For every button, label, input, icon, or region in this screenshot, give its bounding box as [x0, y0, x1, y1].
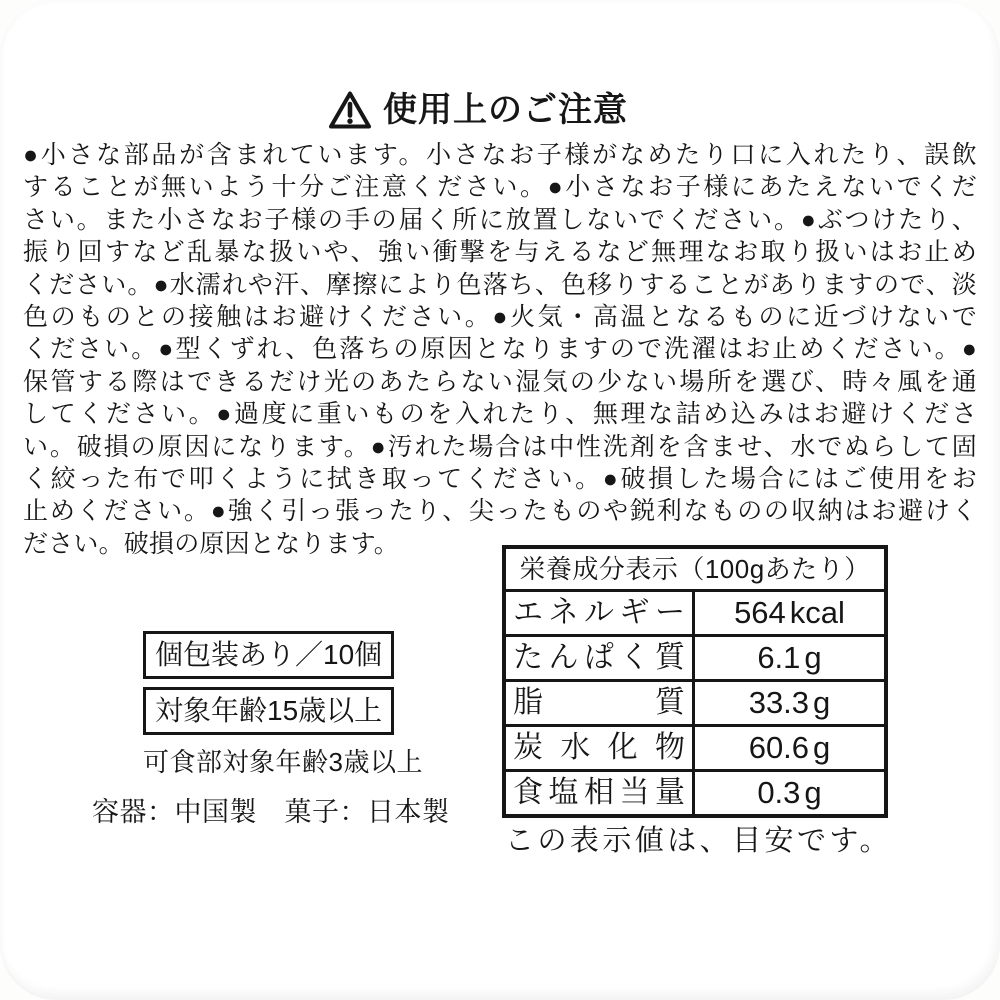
precaution-line: 保管する際はできるだけ光のあたらない湿気の少ない場所を選び、時々風を通: [23, 367, 977, 396]
nutrition-unit: g: [813, 730, 831, 765]
precaution-line: ●小さな部品が含まれています。小さなお子様がなめたり口に入れたり、誤飲: [23, 141, 977, 169]
nutrition-table-header: 栄養成分表示（100gあたり）: [506, 549, 884, 592]
packaging-count-label: 個包装あり／10個: [155, 639, 383, 670]
precaution-line: く絞った布で叩くように拭き取ってください。●破損した場合にはご使用をお: [23, 465, 977, 494]
nutrition-row-energy: [506, 592, 884, 637]
precaution-line: 振り回すなど乱暴な扱いや、強い衝撃を与えるなど無理なお取り扱いはお止め: [23, 238, 977, 267]
nutrition-row-carbohydrate: [506, 727, 884, 772]
page-title: 使用上のご注意: [383, 91, 628, 129]
nutrition-value: [695, 592, 884, 634]
target-age-box: [143, 687, 394, 735]
nutrition-footnote: この表示値は、目安です。: [505, 825, 889, 857]
precaution-line: ください。●水濡れや汗、摩擦により色落ち、色移りすることがありますので、淡: [23, 270, 977, 299]
nutrition-amount: 564: [734, 595, 786, 630]
precaution-line: さい。また小さなお子様の手の届く所に放置しないでください。●ぶつけたり、: [23, 205, 977, 234]
precautions-text: [23, 139, 977, 560]
nutrition-amount: 0.3: [757, 775, 801, 810]
warning-triangle-icon: [328, 90, 372, 130]
page-header: [0, 86, 978, 134]
nutrition-value: [695, 637, 884, 679]
nutrition-label: 炭水化物: [506, 727, 695, 769]
nutrition-unit: g: [804, 640, 822, 675]
nutrition-label: エネルギー: [506, 592, 695, 634]
precaution-line: 止めください。●強く引っ張ったり、尖ったものや鋭利なものの収納はお避けく: [23, 497, 977, 526]
nutrition-label: たんぱく質: [506, 637, 695, 679]
nutrition-label: 食塩相当量: [506, 772, 695, 814]
nutrition-value: [695, 682, 884, 724]
nutrition-value: [695, 727, 884, 769]
nutrition-amount: 33.3: [748, 685, 810, 720]
target-age-label: 対象年齢15歳以上: [155, 695, 383, 726]
nutrition-amount: 6.1: [757, 640, 801, 675]
nutrition-row-protein: [506, 637, 884, 682]
precaution-line: してください。●過度に重いものを入れたり、無理な詰め込みはお避けくださ: [23, 400, 977, 429]
nutrition-unit: g: [804, 775, 822, 810]
precaution-line: ください。●型くずれ、色落ちの原因となりますので洗濯はお止めください。●: [23, 335, 977, 364]
precaution-line: することが無いよう十分ご注意ください。●小さなお子様にあたえないでくだ: [23, 173, 977, 202]
edible-age-note: 可食部対象年齢3歳以上: [143, 747, 423, 777]
nutrition-label: 脂質: [506, 682, 695, 724]
nutrition-unit: kcal: [789, 595, 845, 630]
nutrition-unit: g: [813, 685, 831, 720]
packaging-count-box: [143, 631, 394, 679]
precaution-line: ださい。破損の原因となります。: [23, 529, 400, 558]
country-of-origin-note: 容器：中国製 菓子：日本製: [92, 797, 450, 827]
nutrition-row-salt: [506, 772, 884, 814]
nutrition-row-fat: [506, 682, 884, 727]
precaution-line: い。破損の原因になります。●汚れた場合は中性洗剤を含ませ、水でぬらして固: [23, 432, 977, 461]
precaution-line: 色のものとの接触はお避けください。●火気・高温となるものに近づけないで: [23, 303, 977, 332]
nutrition-amount: 60.6: [748, 730, 810, 765]
nutrition-table: [502, 545, 888, 818]
nutrition-value: [695, 772, 884, 814]
